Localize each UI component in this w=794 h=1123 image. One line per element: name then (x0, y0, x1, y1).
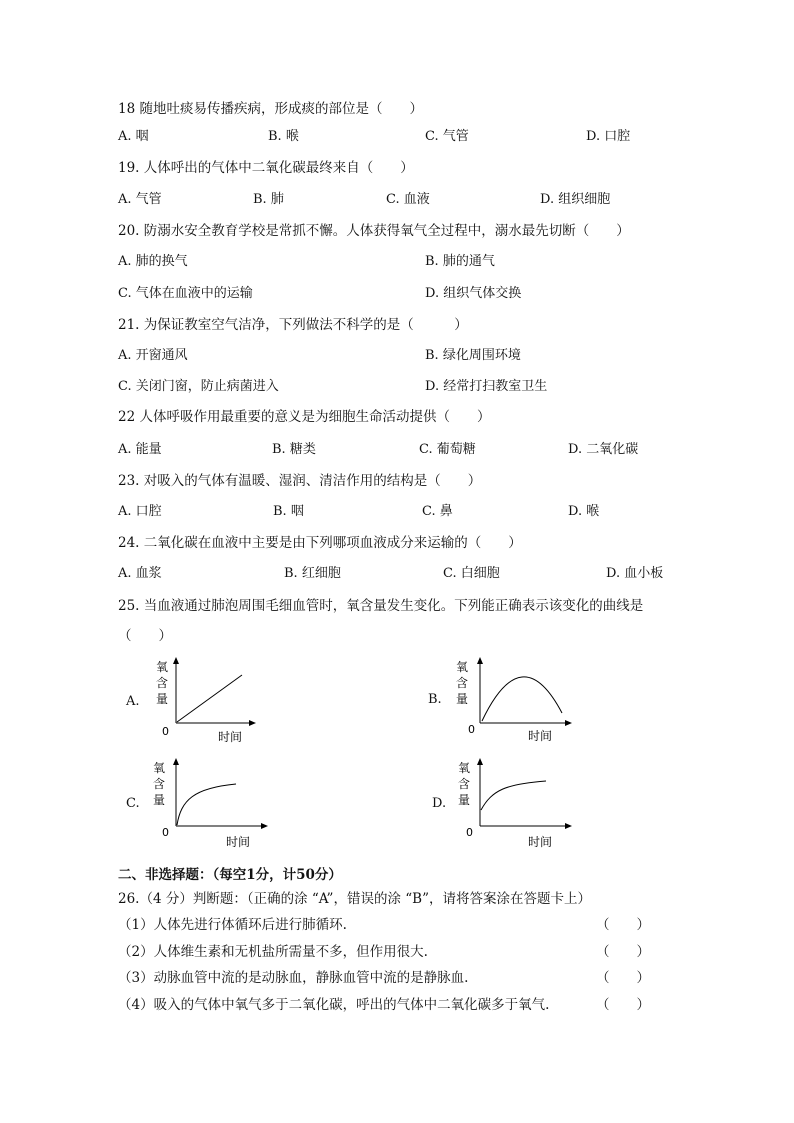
q26-item-4: （4）吸入的气体中氧气多于二氧化碳，呼出的气体中二氧化碳多于氧气. (118, 997, 550, 1013)
graph-d (454, 756, 578, 852)
q19-option-d: D. 组织细胞 (540, 192, 611, 207)
q22-option-d: D. 二氧化碳 (568, 442, 639, 457)
q24-option-c: C. 白细胞 (443, 566, 500, 581)
q23-option-a: A. 口腔 (118, 504, 162, 519)
question-26-stem: 26.（4 分）判断题：（正确的涂 “A”，错误的涂 “B”，请将答案涂在答题卡上） (118, 891, 591, 907)
q22-option-c: C. 葡萄糖 (419, 442, 476, 457)
graph-c-y-arrow (173, 758, 179, 765)
graph-c-x-arrow (261, 823, 268, 829)
q26-item-2: （2）人体维生素和无机盐所需量不多，但作用很大. (118, 944, 428, 960)
question-22-stem: 22 人体呼吸作用最重要的意义是为细胞生命活动提供（ ） (118, 409, 491, 425)
graph-c-letter: C. (126, 796, 140, 811)
q19-option-a: A. 气管 (118, 192, 162, 207)
graph-c-ylabel-3: 量 (153, 793, 166, 807)
graph-c-ylabel-2: 含 (153, 777, 166, 791)
question-21-stem: 21. 为保证教室空气洁净，下列做法不科学的是（ ） (118, 317, 468, 333)
graph-b-y-arrow (477, 657, 483, 664)
graph-b (452, 655, 576, 747)
q24-option-a: A. 血浆 (118, 566, 162, 581)
question-24-stem: 24. 二氧化碳在血液中主要是由下列哪项血液成分来运输的（ ） (118, 535, 522, 551)
q20-option-c: C. 气体在血液中的运输 (118, 286, 253, 301)
q24-option-b: B. 红细胞 (284, 566, 341, 581)
graph-a-letter: A. (126, 694, 140, 709)
graph-d-y-arrow (477, 758, 483, 765)
q20-option-d: D. 组织气体交换 (425, 286, 522, 301)
graph-c-curve (177, 784, 236, 825)
q21-option-c: C. 关闭门窗，防止病菌进入 (118, 379, 279, 394)
graph-d-curve (481, 781, 546, 810)
q22-option-b: B. 糖类 (272, 442, 316, 457)
graph-a-curve (177, 675, 242, 722)
q19-option-c: C. 血液 (386, 192, 430, 207)
q20-option-b: B. 肺的通气 (425, 254, 495, 269)
q18-option-d: D. 口腔 (586, 129, 631, 144)
graph-a-x-arrow (249, 720, 256, 726)
graph-a-ylabel-1: 氧 (156, 660, 169, 674)
q21-option-b: B. 绿化周围环境 (425, 348, 521, 363)
q23-option-c: C. 鼻 (422, 504, 453, 519)
q26-item-3: （3）动脉血管中流的是动脉血，静脉血管中流的是静脉血. (118, 970, 469, 986)
graph-d-ylabel-3: 量 (458, 793, 471, 807)
graph-d-ylabel-2: 含 (458, 777, 471, 791)
question-18-stem: 18 随地吐痰易传播疾病，形成痰的部位是（ ） (118, 101, 423, 117)
graph-d-letter: D. (432, 796, 447, 811)
graph-b-ylabel-1: 氧 (456, 660, 469, 674)
q21-option-d: D. 经常打扫教室卫生 (425, 379, 548, 394)
q23-option-b: B. 咽 (273, 504, 304, 519)
graph-a-origin: 0 (162, 725, 169, 738)
graph-c (150, 756, 274, 852)
graph-d-ylabel-1: 氧 (458, 761, 471, 775)
question-20-stem: 20. 防溺水安全教育学校是常抓不懈。人体获得氧气全过程中，溺水最先切断（ ） (118, 223, 630, 239)
graph-c-ylabel-1: 氧 (153, 761, 166, 775)
question-23-stem: 23. 对吸入的气体有温暖、湿润、清洁作用的结构是（ ） (118, 473, 482, 489)
graph-a-ylabel-2: 含 (156, 676, 169, 690)
graph-b-ylabel-2: 含 (456, 676, 469, 690)
graph-c-origin: 0 (162, 826, 169, 839)
graph-b-xlabel: 时间 (528, 729, 553, 743)
q26-item-1: （1）人体先进行体循环后进行肺循环. (118, 917, 347, 933)
q26-item-2-answer-paren: （ ） (596, 944, 650, 960)
question-19-stem: 19. 人体呼出的气体中二氧化碳最终来自（ ） (118, 160, 414, 176)
section-2-title: 二、非选择题：（每空1分，计50分） (118, 867, 342, 883)
q26-item-1-answer-paren: （ ） (596, 917, 650, 933)
question-25-stem-continued: （ ） (118, 628, 172, 644)
q18-option-a: A. 咽 (118, 129, 149, 144)
graph-b-origin: 0 (468, 723, 475, 736)
q26-item-3-answer-paren: （ ） (596, 970, 650, 986)
q23-option-d: D. 喉 (568, 504, 600, 519)
graph-b-ylabel-3: 量 (456, 692, 469, 706)
graph-c-xlabel: 时间 (226, 835, 251, 849)
graph-d-x-arrow (565, 823, 572, 829)
graph-a-y-arrow (173, 657, 179, 664)
q26-item-4-answer-paren: （ ） (596, 997, 650, 1013)
graph-d-xlabel: 时间 (528, 835, 553, 849)
graph-b-letter: B. (428, 692, 442, 707)
question-25-stem: 25. 当血液通过肺泡周围毛细血管时，氧含量发生变化。下列能正确表示该变化的曲线是 (118, 598, 644, 614)
graph-b-curve (482, 677, 562, 721)
q18-option-b: B. 喉 (268, 129, 299, 144)
q19-option-b: B. 肺 (253, 192, 284, 207)
q21-option-a: A. 开窗通风 (118, 348, 188, 363)
q20-option-a: A. 肺的换气 (118, 254, 188, 269)
q22-option-a: A. 能量 (118, 442, 162, 457)
graph-b-x-arrow (565, 720, 572, 726)
graph-a-ylabel-3: 量 (156, 692, 169, 706)
graph-d-origin: 0 (466, 826, 473, 839)
q18-option-c: C. 气管 (425, 129, 469, 144)
graph-a (150, 655, 260, 747)
q24-option-d: D. 血小板 (606, 566, 664, 581)
graph-a-xlabel: 时间 (218, 730, 243, 744)
